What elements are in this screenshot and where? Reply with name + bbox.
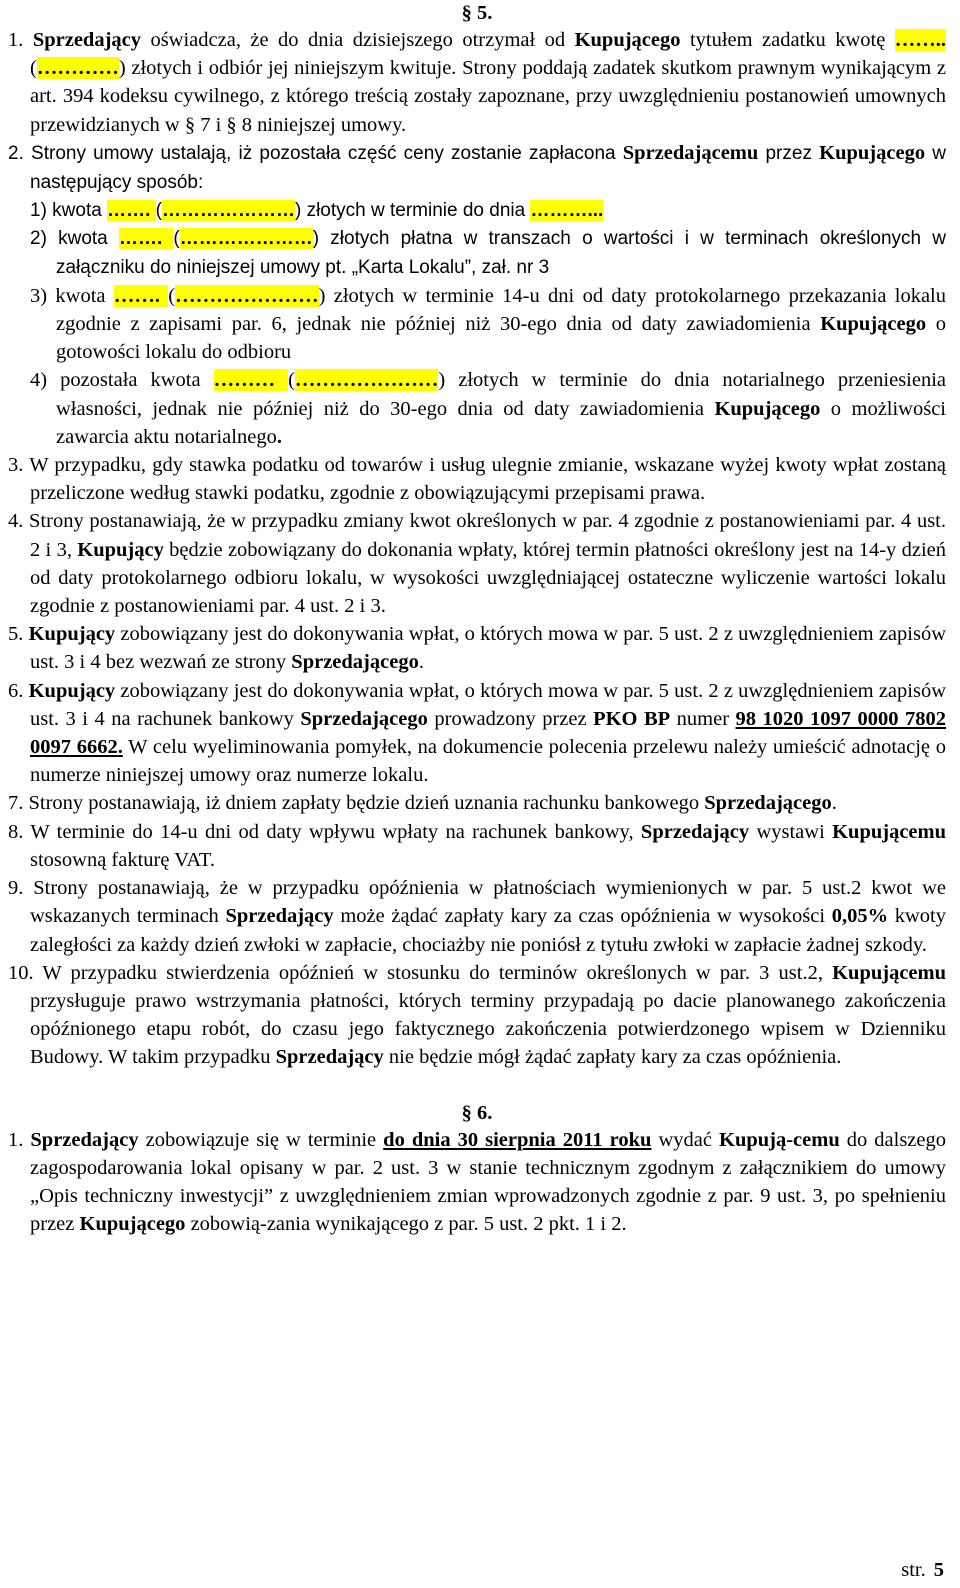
highlight-blank: ……. — [118, 228, 174, 250]
item-number: 6. — [8, 679, 24, 702]
section-5-paragraph-2: 2. Strony umowy ustalają, iż pozostała część ceny zostanie zapłacona Sprzedającemu przez Kupującego w następujący sposób: — [8, 141, 946, 194]
page-footer — [901, 1556, 944, 1584]
section-5-paragraph-5: 5. Kupujący zobowiązany jest do dokonywania wpłat, o których mowa w par. 5 ust. 2 z uwzględnieniem zapisów ust. 3 i 4 bez wezwań ze strony Sprzedającego. — [8, 623, 947, 674]
document-page — [8, 0, 946, 1238]
section-6-title: § 6. — [461, 1101, 493, 1124]
highlight-blank: …….. — [894, 29, 946, 51]
item-number: 1. — [8, 1128, 24, 1151]
item-number: 10. — [8, 961, 34, 984]
handover-deadline: do dnia 30 sierpnia 2011 roku — [383, 1128, 652, 1151]
page-number: 5 — [933, 1558, 944, 1581]
section-5-paragraph-10: 10. W przypadku stwierdzenia opóźnień w stosunku do terminów określonych w par. 3 ust.2, Kupującemu przysługuje prawo wstrzymania płatności, których terminy przypadają po dacie planowanego zakończenia opóźnionego etapu robót, do czasu jego faktycznego zakończenia potwierdzonego wpisem w Dzienniku Budowy. W takim przypadku Sprzedający nie będzie mógł żądać zapłaty kary za czas opóźnienia. — [8, 961, 946, 1069]
highlight-blank: ………………… — [175, 284, 319, 307]
item-number: 3. — [8, 454, 24, 477]
sub-item-4: 4) pozostała kwota ……… (…………………) złotych w terminie do dnia notarialnego przeniesienia własności, jednak nie później niż do 30-ego dnia od daty zawiadomienia Kupującego o możliwości zawarcia aktu notarialnego. — [30, 369, 947, 448]
section-5-paragraph-1: 1. Sprzedający oświadcza, że do dnia dzisiejszego otrzymał od Kupującego tytułem zadatku kwotę …….. (…………) złotych i odbiór jej niniejszym kwituje. Strony poddają zadatek skutkom prawnym wynikającym z art. 394 kodeksu cywilnego, z którego treścią zostały zapoznane, przy uwzględnieniu postanowień umownych przewidzianych w § 7 i § 8 niniejszej umowy. — [8, 29, 946, 136]
section-5-paragraph-6: 6. Kupujący zobowiązany jest do dokonywania wpłat, o których mowa w par. 5 ust. 2 z uwzględnieniem zapisów ust. 3 i 4 na rachunek bankowy Sprzedającego prowadzony przez PKO BP numer 98 1020 1097 0000 7802 0097 6662. W celu wyeliminowania pomyłek, na dokumencie polecenia przelewu należy umieścić adnotację o numerze niniejszej umowy oraz numerze lokalu. — [8, 679, 947, 787]
highlight-blank: ………………… — [179, 228, 313, 250]
item-number: 2. — [8, 142, 24, 164]
highlight-blank: ………… — [36, 57, 119, 80]
item-number: 9. — [8, 877, 24, 900]
bank-account-number: 98 1020 1097 0000 7802 0097 6662 — [30, 707, 947, 759]
item-number: 8. — [8, 820, 24, 843]
highlight-blank: ……. — [113, 284, 169, 307]
item-number: 7. — [8, 792, 24, 815]
section-5-paragraph-3: 3. W przypadku, gdy stawka podatku od towarów i usług ulegnie zmianie, wskazane wyżej kwoty wpłat zostaną przeliczone według stawki podatku, zgodnie z obowiązującymi przepisami prawa. — [8, 454, 946, 505]
sub-item-2: 2) kwota ……. (…………………) złotych płatna w transzach o wartości i w terminach określonych w załączniku do niniejszej umowy pt. „Karta Lokalu”, zał. nr 3 — [30, 228, 946, 278]
highlight-blank: ………………… — [294, 369, 439, 392]
section-5-paragraph-8: 8. W terminie do 14-u dni od daty wpływu wpłaty na rachunek bankowy, Sprzedający wystawi Kupującemu stosowną fakturę VAT. — [8, 820, 947, 871]
section-5-paragraph-4: 4. Strony postanawiają, że w przypadku zmiany kwot określonych w par. 4 zgodnie z postanowieniami par. 4 ust. 2 i 3, Kupujący będzie zobowiązany do dokonania wpłaty, której termin płatności określony jest na 14-y dzień od daty protokolarnego odbioru lokalu, w wysokości uwzględniającej ostateczne wyliczenie wartości lokalu zgodnie z postanowieniami par. 4 ust. 2 i 3. — [8, 510, 946, 618]
section-6-paragraph-1: 1. Sprzedający zobowiązuje się w terminie do dnia 30 sierpnia 2011 roku wydać Kupują-cemu do dalszego zagospodarowania lokal opisany w par. 2 ust. 3 w stanie technicznym zgodnym z załącznikiem do umowy „Opis techniczny inwestycji” z uwzględnieniem zmian wprowadzonych zgodnie z par. 9 ust. 3, po spełnieniu przez Kupującego zobowią-zania wynikającego z par. 5 ust. 2 pkt. 1 i 2. — [8, 1128, 946, 1236]
item-number: 1. — [8, 29, 24, 51]
highlight-blank: ……. — [107, 200, 156, 222]
item-number: 5. — [8, 623, 24, 646]
highlight-blank: ………………… — [161, 200, 295, 222]
section-5-title: § 5. — [461, 2, 493, 24]
highlight-blank: ……… — [213, 369, 289, 392]
section-5-paragraph-9: 9. Strony postanawiają, że w przypadku opóźnienia w płatnościach wymienionych w par. 5 ust.2 kwot we wskazanych terminach Sprzedający może żądać zapłaty kary za czas opóźnienia w wysokości 0,05% kwoty zaległości za każdy dzień zwłoki w zapłacie, chociażby nie poniósł z tytułu zwłoki w zapłacie żadnej szkody. — [8, 877, 947, 956]
sub-item-3: 3) kwota ……. (…………………) złotych w terminie 14-u dni od daty protokolarnego przekazania lokalu zgodnie z zapisami par. 6, jednak nie później niż 30-ego dnia od daty zawiadomienia Kupującego o gotowości lokalu do odbioru — [30, 284, 946, 364]
highlight-blank: ………... — [530, 200, 604, 222]
item-number: 4. — [8, 510, 24, 533]
page-label: str. — [901, 1558, 926, 1581]
sub-item-1: 1) kwota ……. (…………………) złotych w terminie do dnia ………... — [30, 200, 604, 222]
section-5-paragraph-7: 7. Strony postanawiają, iż dniem zapłaty będzie dzień uznania rachunku bankowego Sprzedającego. — [8, 792, 837, 815]
